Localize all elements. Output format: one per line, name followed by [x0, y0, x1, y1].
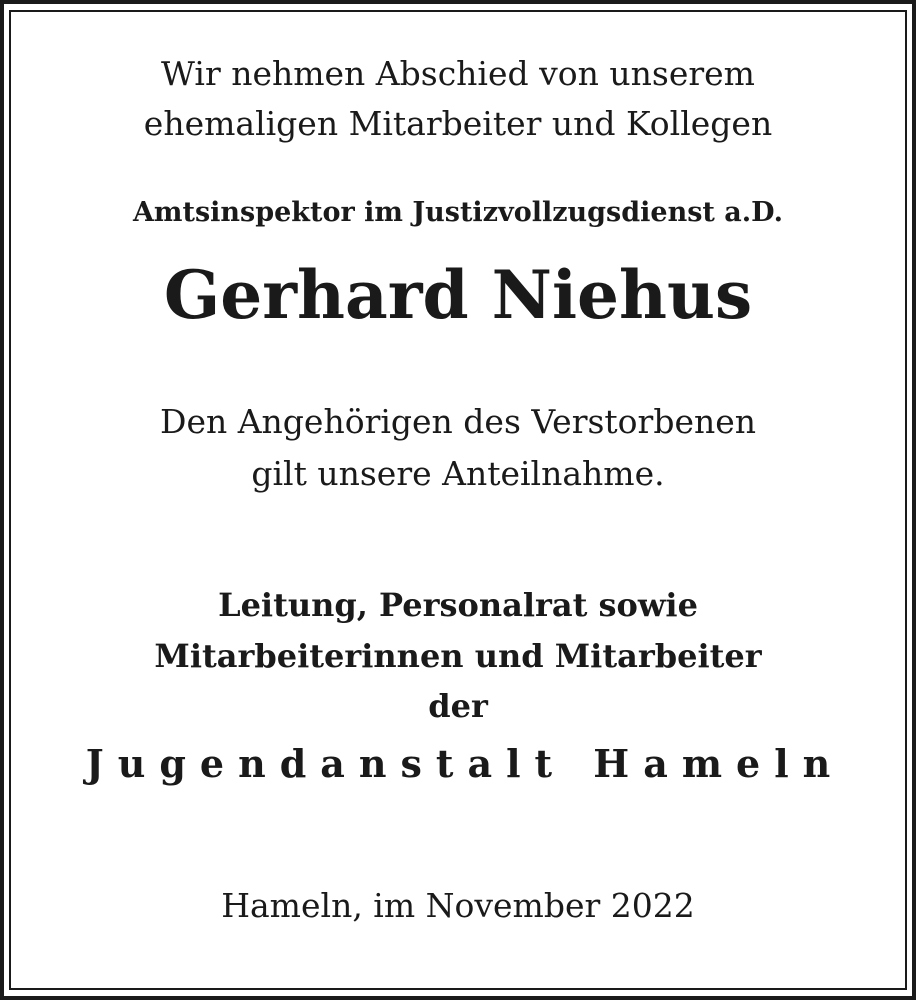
condolence-line-1: Den Angehörigen des Verstorbenen	[159, 402, 757, 441]
deceased-name: Gerhard Niehus	[163, 256, 753, 334]
sender-line-1: Leitung, Personalrat sowie	[218, 586, 698, 624]
intro-line-2: ehemaligen Mitarbeiter und Kollegen	[143, 104, 773, 143]
condolence-line-2: gilt unsere Anteilnahme.	[251, 454, 665, 493]
inner-border	[9, 10, 907, 990]
place-date: Hameln, im November 2022	[221, 886, 695, 925]
institution-name: Jugendanstalt Hameln	[85, 741, 845, 786]
sender-line-3: der	[428, 687, 488, 725]
deceased-title: Amtsinspektor im Justizvollzugsdienst a.D.	[132, 197, 784, 228]
intro-line-1: Wir nehmen Abschied von unserem	[161, 54, 755, 93]
sender-line-2: Mitarbeiterinnen und Mitarbeiter	[154, 637, 762, 675]
